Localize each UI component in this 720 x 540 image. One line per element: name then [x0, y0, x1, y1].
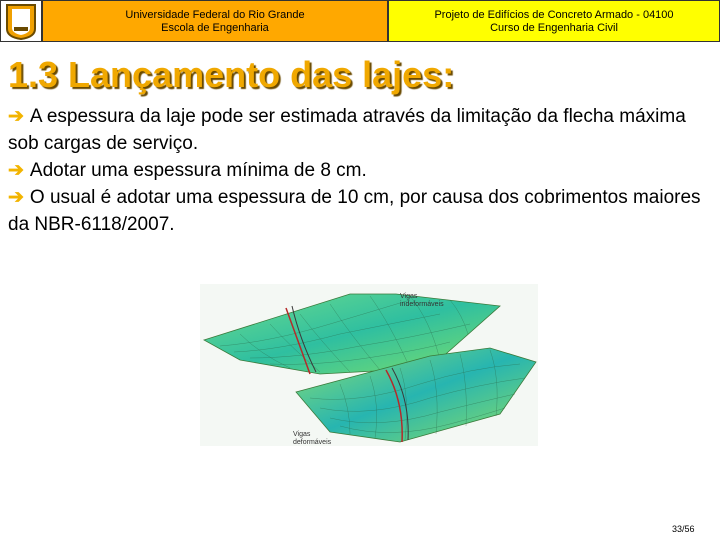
arrow-right-icon: ➔	[8, 160, 24, 181]
bullet-text: O usual é adotar uma espessura de 10 cm, por causa dos cobrimentos maiores da NBR-6118/2007.	[8, 187, 701, 235]
course-title: Projeto de Edifícios de Concreto Armado - 04100	[434, 9, 674, 21]
label-deformable-line2: deformáveis	[293, 439, 332, 446]
header-institution	[42, 0, 388, 42]
bullet-list	[8, 103, 714, 238]
bullet-item	[8, 157, 714, 184]
bullet-item	[8, 184, 714, 238]
university-logo-icon	[0, 0, 42, 42]
label-deformable-line1: Vigas	[293, 431, 311, 438]
slide-title: 1.3 Lançamento das lajes:	[8, 54, 455, 95]
header-course	[388, 0, 720, 42]
institution-name: Universidade Federal do Rio Grande	[125, 9, 305, 21]
slide-header	[0, 0, 720, 45]
arrow-right-icon: ➔	[8, 106, 24, 127]
school-name: Escola de Engenharia	[161, 22, 269, 34]
bullet-text: A espessura da laje pode ser estimada através da limitação da flecha máxima sob cargas de serviço.	[8, 106, 686, 154]
slab-deformation-figure	[200, 284, 538, 446]
bullet-text: Adotar uma espessura mínima de 8 cm.	[29, 160, 367, 181]
label-indeformable-line1: Vigas	[400, 293, 418, 300]
label-indeformable-line2: indeformáveis	[400, 301, 444, 308]
course-program: Curso de Engenharia Civil	[490, 22, 618, 34]
page-number: 33/56	[672, 524, 695, 534]
bullet-item	[8, 103, 714, 157]
arrow-right-icon: ➔	[8, 187, 24, 208]
